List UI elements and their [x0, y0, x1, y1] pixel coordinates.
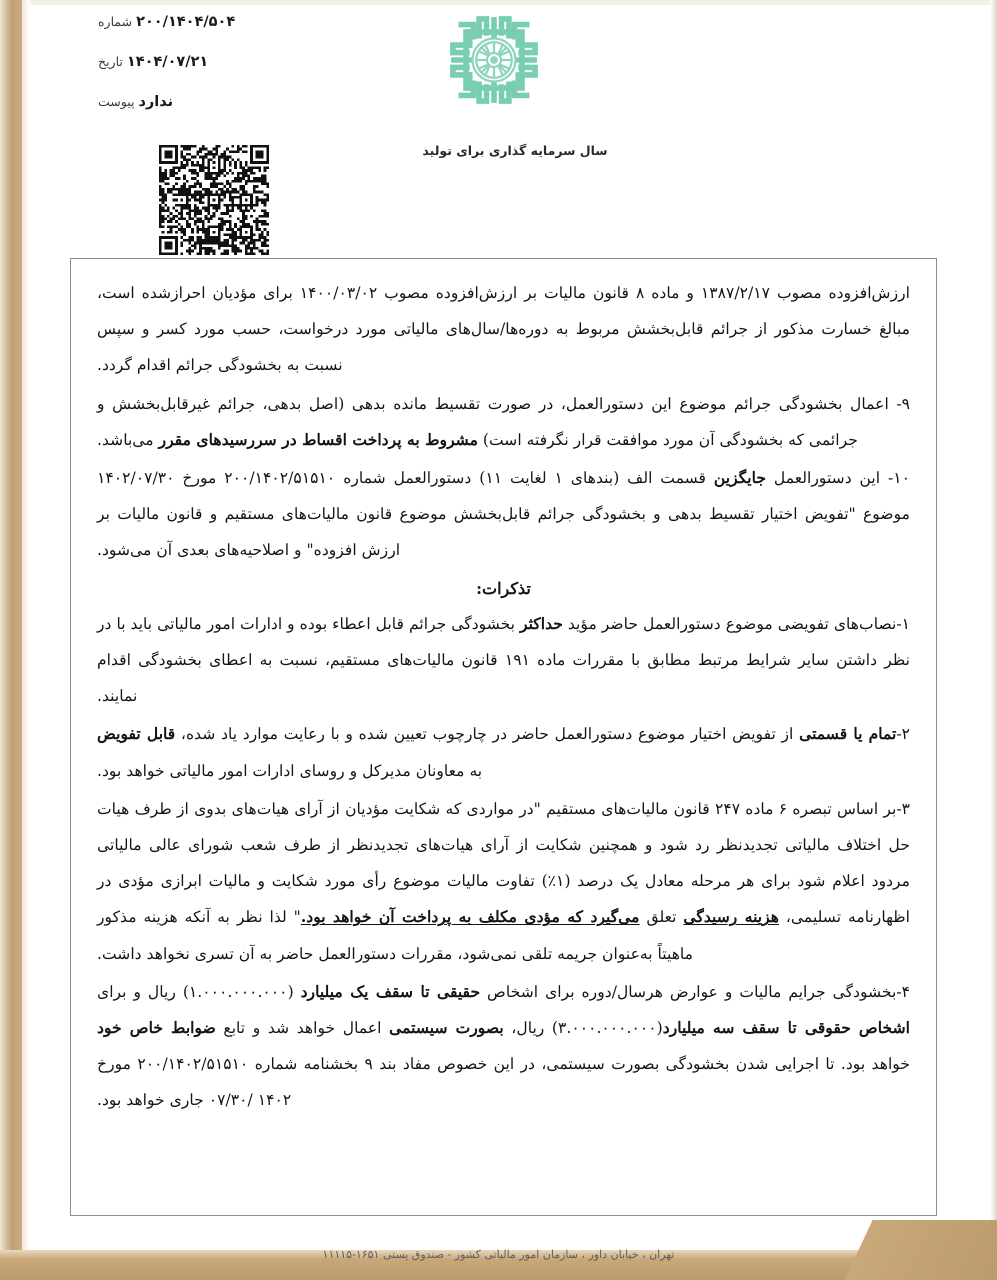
letter-content-frame [70, 258, 937, 1216]
document-date-value: ۱۴۰۴/۰۷/۲۱ [126, 54, 209, 70]
note-3 [97, 791, 910, 972]
document-number-label: شماره [98, 14, 133, 29]
note-4-bold3: بصورت سیستمی [389, 1017, 504, 1037]
note-1-part2: بخشودگی جرائم قابل اعطاء بوده و ادارات امور مالیاتی باید با در نظر داشتن سایر شرایط مرتبط مطابق با مقررات ماده ۱۹۱ قانون مالیات‌های مستقیم، نسبت به اعطای بخشودگی اقدام نمایند. [97, 614, 910, 706]
note-2 [97, 716, 910, 788]
note-2-part1: ۲- [896, 725, 911, 744]
paragraph-continued-text: ارزش‌افزوده مصوب ۱۳۸۷/۲/۱۷ و ماده ۸ قانون مالیات بر ارزش‌افزوده مصوب ۱۴۰۰/۰۳/۰۲ برای مؤدیان احرازشده است، مبالغ خسارت مذکور از جرائم قابل‌بخشش مربوط به دوره‌ها/سال‌های مالیاتی مورد درخواست، حسب مورد کسر و سپس نسبت به بخشودگی جرائم اقدام گردد. [97, 284, 910, 375]
note-4-part2: (۱.۰۰۰.۰۰۰.۰۰۰) ریال و برای [97, 982, 301, 1001]
note-3-bold-underline-2: می‌گیرد که مؤدی مکلف به پرداخت آن خواهد بود. [300, 907, 640, 927]
note-4-part3: (۳.۰۰۰.۰۰۰.۰۰۰) ریال، [503, 1018, 663, 1037]
document-attachment-value: ندارد [138, 94, 174, 110]
note-4-bold1: حقیقی تا سقف یک میلیارد [300, 981, 481, 1001]
note-4-part5: خواهد بود. تا اجرایی شدن بخشودگی بصورت سیستمی، در این خصوص مفاد بند ۹ بخشنامه شماره ۲۰۰/۱۴۰۲/۵۱۵۱۰ مورخ ۱۴۰۲ /۰۷/۳۰ جاری خواهد بود. [97, 1055, 910, 1110]
document-meta-block [92, 14, 307, 134]
note-4-part4: اعمال خواهد شد و تابع [215, 1018, 390, 1037]
clause-10-part1: ۱۰- این دستورالعمل [766, 468, 911, 487]
letterhead [0, 0, 997, 258]
note-3-bold-underline-1: هزینه رسیدگی [683, 907, 779, 927]
note-4-bold4: ضوابط خاص خود [97, 1017, 216, 1037]
note-4 [97, 974, 910, 1119]
clause-9-part1: ۹- اعمال بخشودگی جرائم موضوع این دستورالعمل، در صورت تقسیط مانده بدهی (اصل بدهی، جرائم غیرقابل‌بخشش و جرائمی که بخشودگی آن مورد موافقت قرار نگرفته است) [97, 394, 910, 449]
clause-10-part2: قسمت الف (بندهای ۱ لغایت ۱۱) دستورالعمل شماره ۲۰۰/۱۴۰۲/۵۱۵۱۰ مورخ ۱۴۰۲/۰۷/۳۰ موضوع "تفویض اختیار تقسیط بدهی و بخشودگی جرائم قابل‌بخشش موضوع قانون مالیات‌های مستقیم و قانون مالیات بر ارزش افزوده" و اصلاحیه‌های بعدی آن می‌شود. [97, 468, 910, 560]
note-2-bold2: قابل تفویض [97, 724, 176, 744]
note-4-part1: ۴-بخشودگی جرایم مالیات و عوارض هرسال/دوره برای اشخاص [480, 982, 910, 1001]
note-3-part2: تعلق [639, 908, 684, 927]
document-date-label: تاریخ [98, 54, 123, 69]
meta-row-number [92, 14, 307, 54]
note-1-bold: حداکثر [520, 613, 563, 633]
footer-address: تهران ، خیابان داور ، سازمان امور مالیاتی کشور - صندوق پستی ۱۶۵۱-۱۱۱۱۵ [322, 1248, 675, 1261]
clause-10-bold: جایگزین [713, 467, 767, 487]
year-slogan: سال سرمایه گذاری برای تولید [422, 143, 608, 158]
clause-9-bold: مشروط به پرداخت اقساط در سررسیدهای مقرر [158, 429, 478, 449]
note-2-part3: به معاونان مدیرکل و روسای ادارات امور مالیاتی خواهد بود. [97, 761, 483, 780]
note-3-part1: ۳-بر اساس تبصره ۶ ماده ۲۴۷ قانون مالیات‌های مستقیم "در مواردی که شکایت مؤدیان از آرای هیات‌های بدوی از طرف هیات حل اختلاف مالیاتی تجدیدنظر رد شود و همچنین شکایت از آرای هیات‌های تجدیدنظر از طرف شعب شورای عالی مالیاتی مردود اعلام شود برای هر مرحله معادل یک درصد (۱٪) تفاوت مالیات موضوع رأی مورد شکایت و مالیات ابرازی مؤدی در اظهارنامه تسلیمی، [97, 799, 911, 927]
document-attachment-label: پیوست [98, 94, 135, 109]
notes-heading: تذکرات: [476, 579, 531, 599]
note-1-part1: ۱-نصاب‌های تفویضی موضوع دستورالعمل حاضر مؤید [562, 614, 910, 633]
document-number-value: ۲۰۰/۱۴۰۴/۵۰۴ [136, 14, 236, 30]
note-2-part2: از تفویض اختیار موضوع دستورالعمل حاضر در چارچوب تعیین شده و با رعایت موارد یاد شده، [175, 725, 800, 744]
meta-rule [92, 84, 307, 85]
meta-row-date [92, 54, 307, 94]
document-qr-code [152, 145, 276, 255]
note-3-part3: " لذا نظر به آنکه هزینه مذکور ماهیتاً به‌عنوان جریمه تلقی نمی‌شود، مقررات دستورالعمل حاضر به آن تسری نخواهد داشت. [97, 908, 694, 963]
clause-10 [97, 460, 910, 569]
clause-9-part2: می‌باشد. [97, 430, 159, 449]
meta-row-attachment [92, 94, 307, 134]
paragraph-continued [97, 275, 910, 384]
note-2-bold1: تمام یا قسمتی [799, 724, 897, 744]
inta-emblem-logo [438, 4, 550, 116]
meta-rule [92, 124, 307, 125]
note-1 [97, 606, 910, 715]
letter-body [97, 275, 910, 1118]
note-4-bold2: اشخاص حقوقی تا سقف سه میلیارد [662, 1017, 910, 1037]
meta-rule [92, 44, 307, 45]
clause-9 [97, 386, 910, 458]
